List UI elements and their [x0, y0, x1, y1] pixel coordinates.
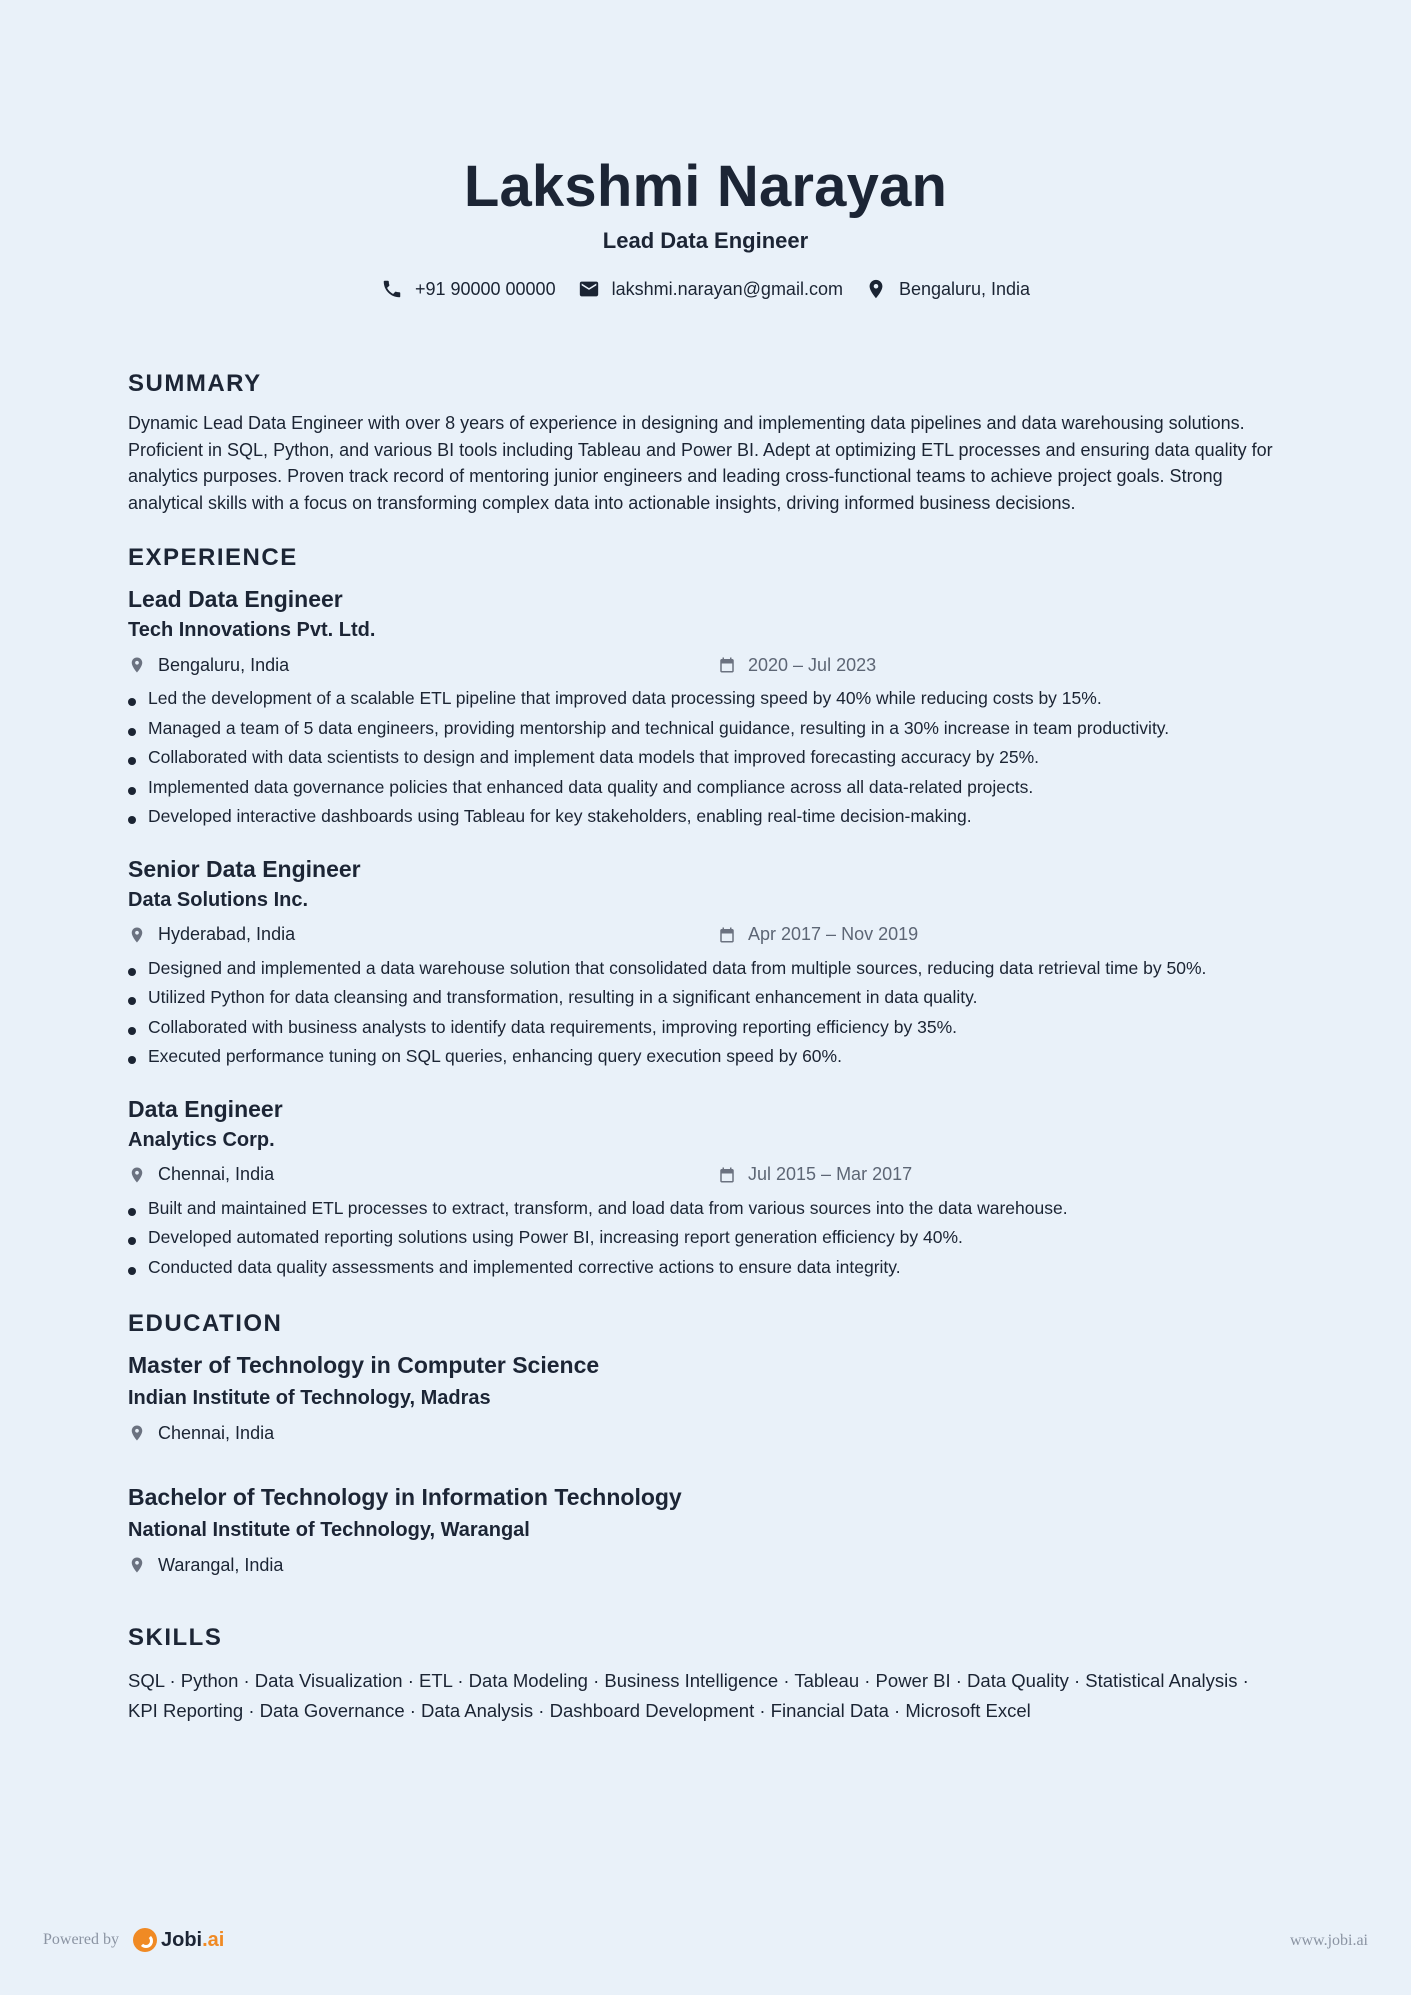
education-location — [128, 1555, 283, 1576]
school-name: National Institute of Technology, Warangal — [128, 1519, 530, 1541]
job-meta — [128, 1164, 1283, 1186]
resume-page — [128, 0, 1283, 1726]
powered-by-label: Powered by — [43, 1931, 119, 1948]
footer-website-link[interactable]: www.jobi.ai — [1289, 1932, 1368, 1949]
contact-email — [578, 278, 843, 300]
job-dates — [718, 655, 876, 676]
education-entry — [128, 1482, 1283, 1576]
location-pin-icon — [128, 1424, 146, 1442]
job-dates — [718, 924, 918, 945]
bullet-item: Managed a team of 5 data engineers, providing mentorship and technical guidance, resulting in a 30% increase in team productivity. — [128, 714, 1283, 744]
company-name: Data Solutions Inc. — [128, 888, 309, 911]
experience-list — [128, 584, 1283, 1282]
bullet-item: Developed interactive dashboards using Tableau for key stakeholders, enabling real-time decision-making. — [128, 802, 1283, 832]
school-name: Indian Institute of Technology, Madras — [128, 1387, 491, 1409]
email-icon — [578, 278, 600, 300]
job-bullets — [128, 954, 1283, 1072]
education-heading: EDUCATION — [128, 1310, 283, 1337]
calendar-icon — [718, 1166, 736, 1184]
logo-name: Jobi — [160, 1928, 203, 1951]
job-dates-text: Apr 2017 – Nov 2019 — [748, 924, 919, 944]
job-location-text: Bengaluru, India — [158, 654, 290, 675]
company-name: Tech Innovations Pvt. Ltd. — [128, 619, 376, 641]
job-dates — [718, 1164, 912, 1185]
bullet-item: Developed automated reporting solutions using Power BI, increasing report generation efficiency by 40%. — [128, 1223, 1283, 1253]
job-title: Data Engineer — [128, 1095, 283, 1122]
bullet-item: Executed performance tuning on SQL queries, enhancing query execution speed by 60%. — [128, 1042, 1283, 1072]
location-pin-icon — [128, 1166, 146, 1184]
location-pin-icon — [128, 656, 146, 674]
job-dates-text: Jul 2015 – Mar 2017 — [748, 1164, 913, 1184]
job-location-text: Hyderabad, India — [158, 924, 296, 944]
job-title: Senior Data Engineer — [128, 855, 361, 882]
company-name: Analytics Corp. — [128, 1128, 275, 1151]
jobi-logo[interactable] — [133, 1928, 224, 1952]
contact-phone — [381, 278, 556, 300]
education-location-text: Warangal, India — [158, 1554, 284, 1575]
bullet-item: Conducted data quality assessments and implemented corrective actions to ensure data integrity. — [128, 1253, 1283, 1283]
job-meta — [128, 654, 1283, 676]
job-entry — [128, 854, 1283, 1072]
footer-branding — [43, 1928, 224, 1952]
job-location — [128, 924, 718, 945]
email-address[interactable]: lakshmi.narayan@gmail.com — [611, 278, 843, 299]
education-location — [128, 1423, 274, 1444]
job-title: Lead Data Engineer — [128, 586, 343, 612]
phone-number[interactable]: +91 90000 00000 — [414, 278, 556, 299]
education-meta — [128, 1422, 1283, 1444]
logo-suffix: .ai — [202, 1928, 225, 1951]
bullet-item: Implemented data governance policies that enhanced data quality and compliance across all data-related projects. — [128, 773, 1283, 803]
job-entry — [128, 1094, 1283, 1283]
job-bullets — [128, 684, 1283, 832]
bullet-item: Led the development of a scalable ETL pipeline that improved data processing speed by 40% while reducing costs by 15%. — [128, 684, 1283, 714]
candidate-name: Lakshmi Narayan — [463, 154, 948, 219]
bullet-item: Designed and implemented a data warehouse solution that consolidated data from multiple sources, reducing data retrieval time by 50%. — [128, 954, 1283, 984]
job-entry — [128, 584, 1283, 832]
calendar-icon — [718, 926, 736, 944]
education-list — [128, 1350, 1283, 1576]
job-dates-text: 2020 – Jul 2023 — [748, 654, 877, 675]
education-meta — [128, 1554, 1283, 1576]
education-location-text: Chennai, India — [158, 1422, 275, 1443]
job-location — [128, 1164, 718, 1185]
education-entry — [128, 1350, 1283, 1444]
candidate-title: Lead Data Engineer — [602, 228, 809, 253]
location-pin-icon — [865, 278, 887, 300]
jobi-logo-icon — [133, 1928, 157, 1952]
bullet-item: Collaborated with business analysts to identify data requirements, improving reporting efficiency by 35%. — [128, 1013, 1283, 1043]
job-bullets — [128, 1194, 1283, 1283]
contact-row — [128, 278, 1283, 300]
phone-icon — [381, 278, 403, 300]
location-pin-icon — [128, 926, 146, 944]
skills-text: SQL · Python · Data Visualization · ETL · Data Modeling · Business Intelligence · Tableau · Power BI · Data Quality · Statistical Analysis · KPI Reporting · Data Governance · Data Analysis · Dashboard Development · Financial Data · Microsoft Excel — [128, 1670, 1249, 1721]
calendar-icon — [718, 656, 736, 674]
bullet-item: Utilized Python for data cleansing and transformation, resulting in a significant enhancement in data quality. — [128, 983, 1283, 1013]
skills-heading: SKILLS — [128, 1624, 223, 1651]
experience-heading: EXPERIENCE — [128, 544, 298, 571]
jobi-logo-text — [161, 1929, 224, 1952]
job-location — [128, 655, 718, 676]
degree-title: Bachelor of Technology in Information Technology — [128, 1484, 682, 1510]
location-text: Bengaluru, India — [898, 278, 1031, 299]
degree-title: Master of Technology in Computer Science — [128, 1352, 600, 1378]
job-location-text: Chennai, India — [158, 1164, 275, 1184]
bullet-item: Built and maintained ETL processes to extract, transform, and load data from various sources into the data warehouse. — [128, 1194, 1283, 1224]
summary-heading: SUMMARY — [128, 370, 262, 397]
job-meta — [128, 924, 1283, 946]
location-pin-icon — [128, 1556, 146, 1574]
contact-location — [865, 278, 1030, 300]
summary-text: Dynamic Lead Data Engineer with over 8 years of experience in designing and implementing data pipelines and data warehousing solutions. Proficient in SQL, Python, and various BI tools including Tableau and Power BI. Adept at optimizing ETL processes and ensuring data quality for analytics purposes. Proven track record of mentoring junior engineers and leading cross-functional teams to achieve project goals. Strong analytical skills with a focus on transforming complex data into actionable insights, driving informed business decisions. — [128, 413, 1273, 513]
bullet-item: Collaborated with data scientists to design and implement data models that improved forecasting accuracy by 25%. — [128, 743, 1283, 773]
resume-header — [128, 0, 1283, 300]
